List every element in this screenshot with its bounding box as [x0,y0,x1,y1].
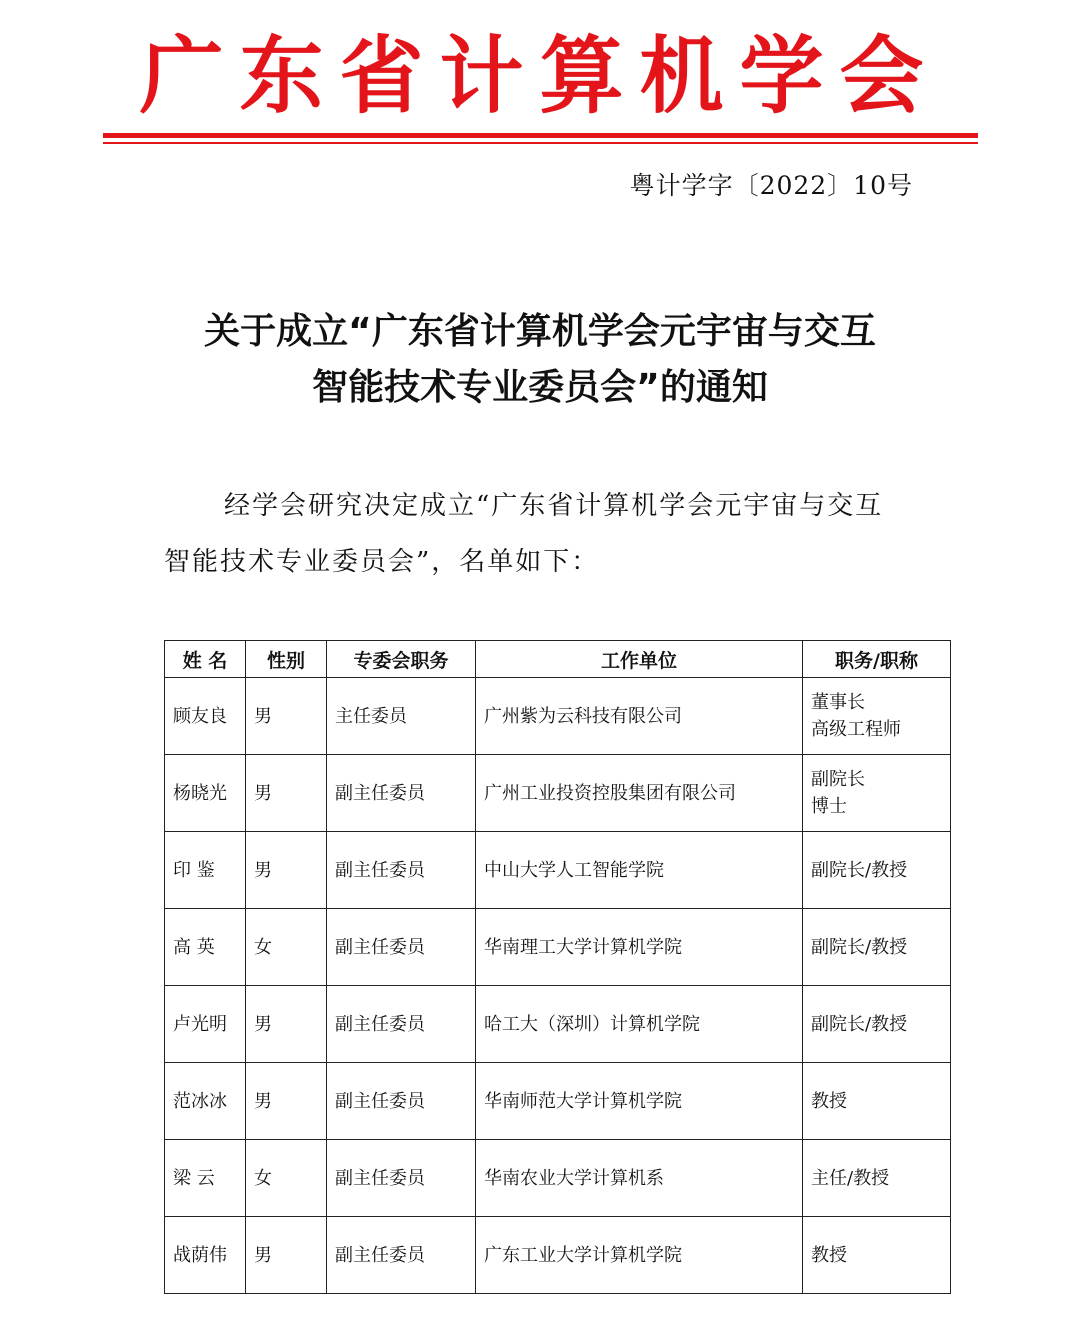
table-row [165,909,951,986]
cell-organization: 广州紫为云科技有限公司 [476,678,803,755]
cell-position-title: 副院长/教授 [803,832,951,909]
cell-gender: 女 [246,1140,327,1217]
position-title-line: 副院长 [811,769,865,790]
table-row [165,832,951,909]
cell-name: 高 英 [165,909,246,986]
cell-organization: 华南理工大学计算机学院 [476,909,803,986]
cell-name: 卢光明 [165,986,246,1063]
header-position-title: 职务/职称 [803,641,951,678]
cell-committee-role: 副主任委员 [327,1140,476,1217]
header-gender: 性别 [246,641,327,678]
table-row [165,1140,951,1217]
letterhead-red-rule-thin [103,142,978,144]
cell-position-title [803,755,951,832]
cell-position-title: 教授 [803,1063,951,1140]
cell-organization: 华南农业大学计算机系 [476,1140,803,1217]
cell-position-title: 教授 [803,1217,951,1294]
notice-title-line-2: 智能技术专业委员会”的通知 [312,367,768,408]
table-row [165,1063,951,1140]
cell-committee-role: 副主任委员 [327,909,476,986]
header-name: 姓 名 [165,641,246,678]
cell-gender: 男 [246,832,327,909]
table-row [165,678,951,755]
table-row [165,755,951,832]
cell-committee-role: 副主任委员 [327,986,476,1063]
position-title-line: 高级工程师 [811,719,901,740]
letterhead-red-rule-thick [103,133,978,138]
table-header-row [165,641,951,678]
document-number: 粤计学字〔2022〕10号 [629,171,913,200]
table-row [165,986,951,1063]
cell-name: 印 鉴 [165,832,246,909]
cell-position-title: 副院长/教授 [803,986,951,1063]
cell-position-title: 主任/教授 [803,1140,951,1217]
cell-gender: 男 [246,755,327,832]
cell-gender: 女 [246,909,327,986]
cell-position-title [803,678,951,755]
notice-body-line-1: 经学会研究决定成立“广东省计算机学会元宇宙与交互 [224,491,884,521]
cell-name: 顾友良 [165,678,246,755]
cell-gender: 男 [246,678,327,755]
notice-title [100,304,980,416]
cell-organization: 华南师范大学计算机学院 [476,1063,803,1140]
notice-body-line-2: 智能技术专业委员会”，名单如下： [164,547,600,577]
table-row [165,1217,951,1294]
cell-committee-role: 副主任委员 [327,1063,476,1140]
position-title-line: 董事长 [811,692,865,713]
letterhead-org-name: 广东省计算机学会 [139,27,940,125]
cell-name: 杨晓光 [165,755,246,832]
header-organization: 工作单位 [476,641,803,678]
cell-organization: 哈工大（深圳）计算机学院 [476,986,803,1063]
cell-organization: 广东工业大学计算机学院 [476,1217,803,1294]
cell-gender: 男 [246,1063,327,1140]
header-committee-role: 专委会职务 [327,641,476,678]
cell-position-title: 副院长/教授 [803,909,951,986]
member-table [164,640,951,1294]
cell-committee-role: 主任委员 [327,678,476,755]
cell-organization: 中山大学人工智能学院 [476,832,803,909]
cell-name: 梁 云 [165,1140,246,1217]
cell-name: 战荫伟 [165,1217,246,1294]
cell-gender: 男 [246,986,327,1063]
cell-committee-role: 副主任委员 [327,832,476,909]
notice-title-line-1: 关于成立“广东省计算机学会元宇宙与交互 [204,311,876,352]
cell-committee-role: 副主任委员 [327,1217,476,1294]
position-title-line: 博士 [811,796,847,817]
cell-name: 范冰冰 [165,1063,246,1140]
notice-body [164,478,924,590]
cell-gender: 男 [246,1217,327,1294]
cell-organization: 广州工业投资控股集团有限公司 [476,755,803,832]
cell-committee-role: 副主任委员 [327,755,476,832]
